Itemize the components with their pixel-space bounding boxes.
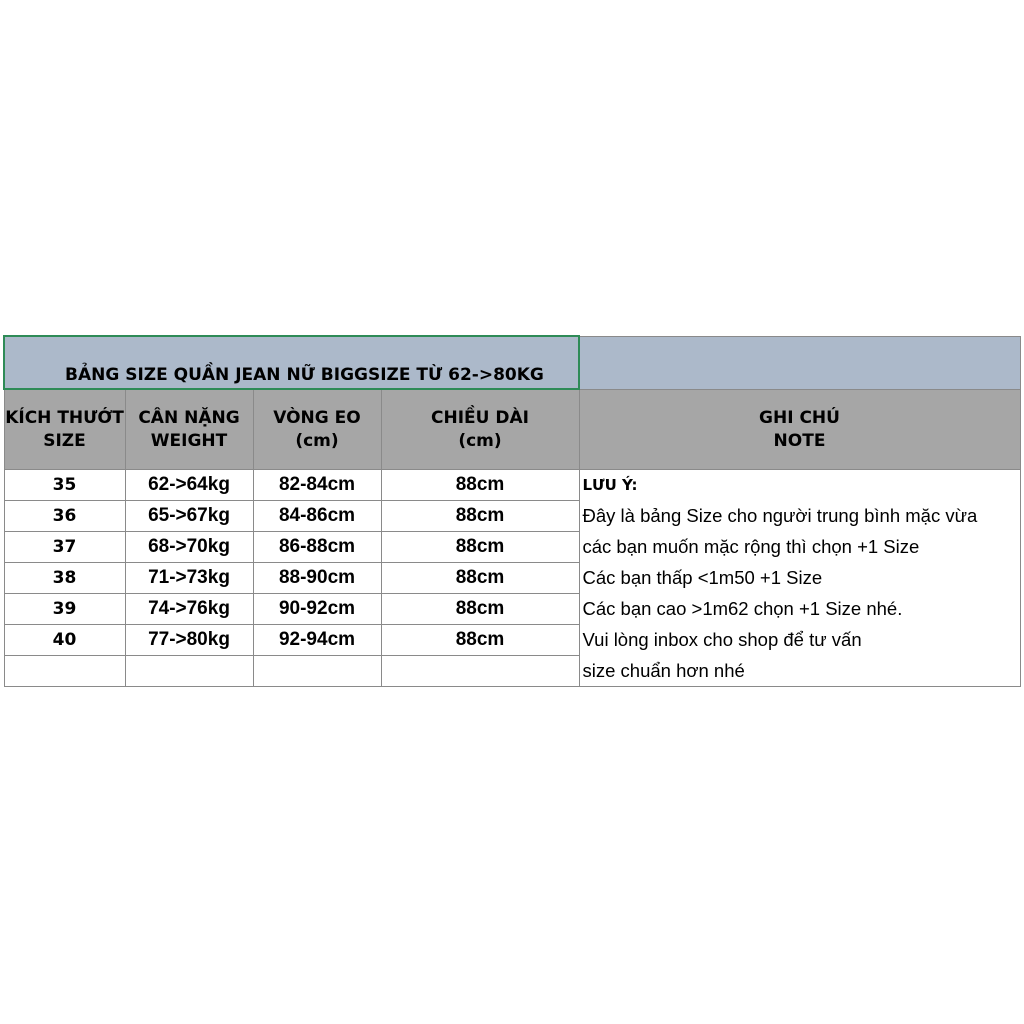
cell-waist[interactable]: 90-92cm — [253, 594, 381, 625]
header-weight[interactable]: CÂN NẶNG — [125, 389, 253, 428]
cell-waist[interactable]: 88-90cm — [253, 563, 381, 594]
table-row — [4, 501, 1020, 532]
cell-weight[interactable]: 65->67kg — [125, 501, 253, 532]
header-waist[interactable]: VÒNG EO — [253, 389, 381, 428]
table-row — [4, 656, 1020, 687]
table-row — [4, 563, 1020, 594]
title-cell[interactable] — [4, 336, 579, 389]
header-note[interactable]: GHI CHÚ — [579, 389, 1020, 428]
cell-waist[interactable] — [253, 656, 381, 687]
header-length[interactable]: CHIỀU DÀI — [381, 389, 579, 428]
note-line[interactable]: các bạn muốn mặc rộng thì chọn +1 Size — [579, 532, 1020, 563]
note-line[interactable]: Đây là bảng Size cho người trung bình mặc vừa — [579, 501, 1020, 532]
size-chart-sheet — [3, 335, 1019, 687]
cell-length[interactable]: 88cm — [381, 532, 579, 563]
cell-weight[interactable]: 71->73kg — [125, 563, 253, 594]
cell-waist[interactable]: 92-94cm — [253, 625, 381, 656]
cell-size[interactable]: 37 — [4, 532, 125, 563]
cell-length[interactable]: 88cm — [381, 594, 579, 625]
cell-size[interactable]: 39 — [4, 594, 125, 625]
header-size-sub[interactable]: SIZE — [4, 428, 125, 470]
cell-weight[interactable]: 62->64kg — [125, 470, 253, 501]
note-line[interactable]: Các bạn thấp <1m50 +1 Size — [579, 563, 1020, 594]
header-waist-sub[interactable]: (cm) — [253, 428, 381, 470]
chart-title: BẢNG SIZE QUẦN JEAN NỮ BIGGSIZE TỪ 62->80KG — [65, 365, 544, 385]
cell-size[interactable]: 36 — [4, 501, 125, 532]
header-row-2 — [4, 428, 1020, 470]
cell-length[interactable]: 88cm — [381, 625, 579, 656]
cell-length[interactable]: 88cm — [381, 563, 579, 594]
cell-length[interactable]: 88cm — [381, 470, 579, 501]
cell-length[interactable]: 88cm — [381, 501, 579, 532]
header-length-sub[interactable]: (cm) — [381, 428, 579, 470]
header-row-1 — [4, 389, 1020, 428]
table-row — [4, 625, 1020, 656]
header-weight-sub[interactable]: WEIGHT — [125, 428, 253, 470]
cell-waist[interactable]: 82-84cm — [253, 470, 381, 501]
table-row — [4, 594, 1020, 625]
cell-waist[interactable]: 86-88cm — [253, 532, 381, 563]
title-row — [4, 336, 1020, 389]
cell-length[interactable] — [381, 656, 579, 687]
cell-size[interactable]: 38 — [4, 563, 125, 594]
note-line[interactable]: LƯU Ý: — [579, 470, 1020, 501]
cell-waist[interactable]: 84-86cm — [253, 501, 381, 532]
table-row — [4, 470, 1020, 501]
cell-weight[interactable]: 68->70kg — [125, 532, 253, 563]
cell-weight[interactable]: 74->76kg — [125, 594, 253, 625]
table-row — [4, 532, 1020, 563]
cell-size[interactable]: 40 — [4, 625, 125, 656]
note-line[interactable]: size chuẩn hơn nhé — [579, 656, 1020, 687]
header-size[interactable]: KÍCH THƯỚT — [4, 389, 125, 428]
note-line[interactable]: Các bạn cao >1m62 chọn +1 Size nhé. — [579, 594, 1020, 625]
size-chart-table — [3, 335, 1021, 687]
cell-weight[interactable]: 77->80kg — [125, 625, 253, 656]
cell-weight[interactable] — [125, 656, 253, 687]
cell-size[interactable]: 35 — [4, 470, 125, 501]
title-side-cell[interactable] — [579, 336, 1020, 389]
header-note-sub[interactable]: NOTE — [579, 428, 1020, 470]
note-line[interactable]: Vui lòng inbox cho shop để tư vấn — [579, 625, 1020, 656]
cell-size[interactable] — [4, 656, 125, 687]
